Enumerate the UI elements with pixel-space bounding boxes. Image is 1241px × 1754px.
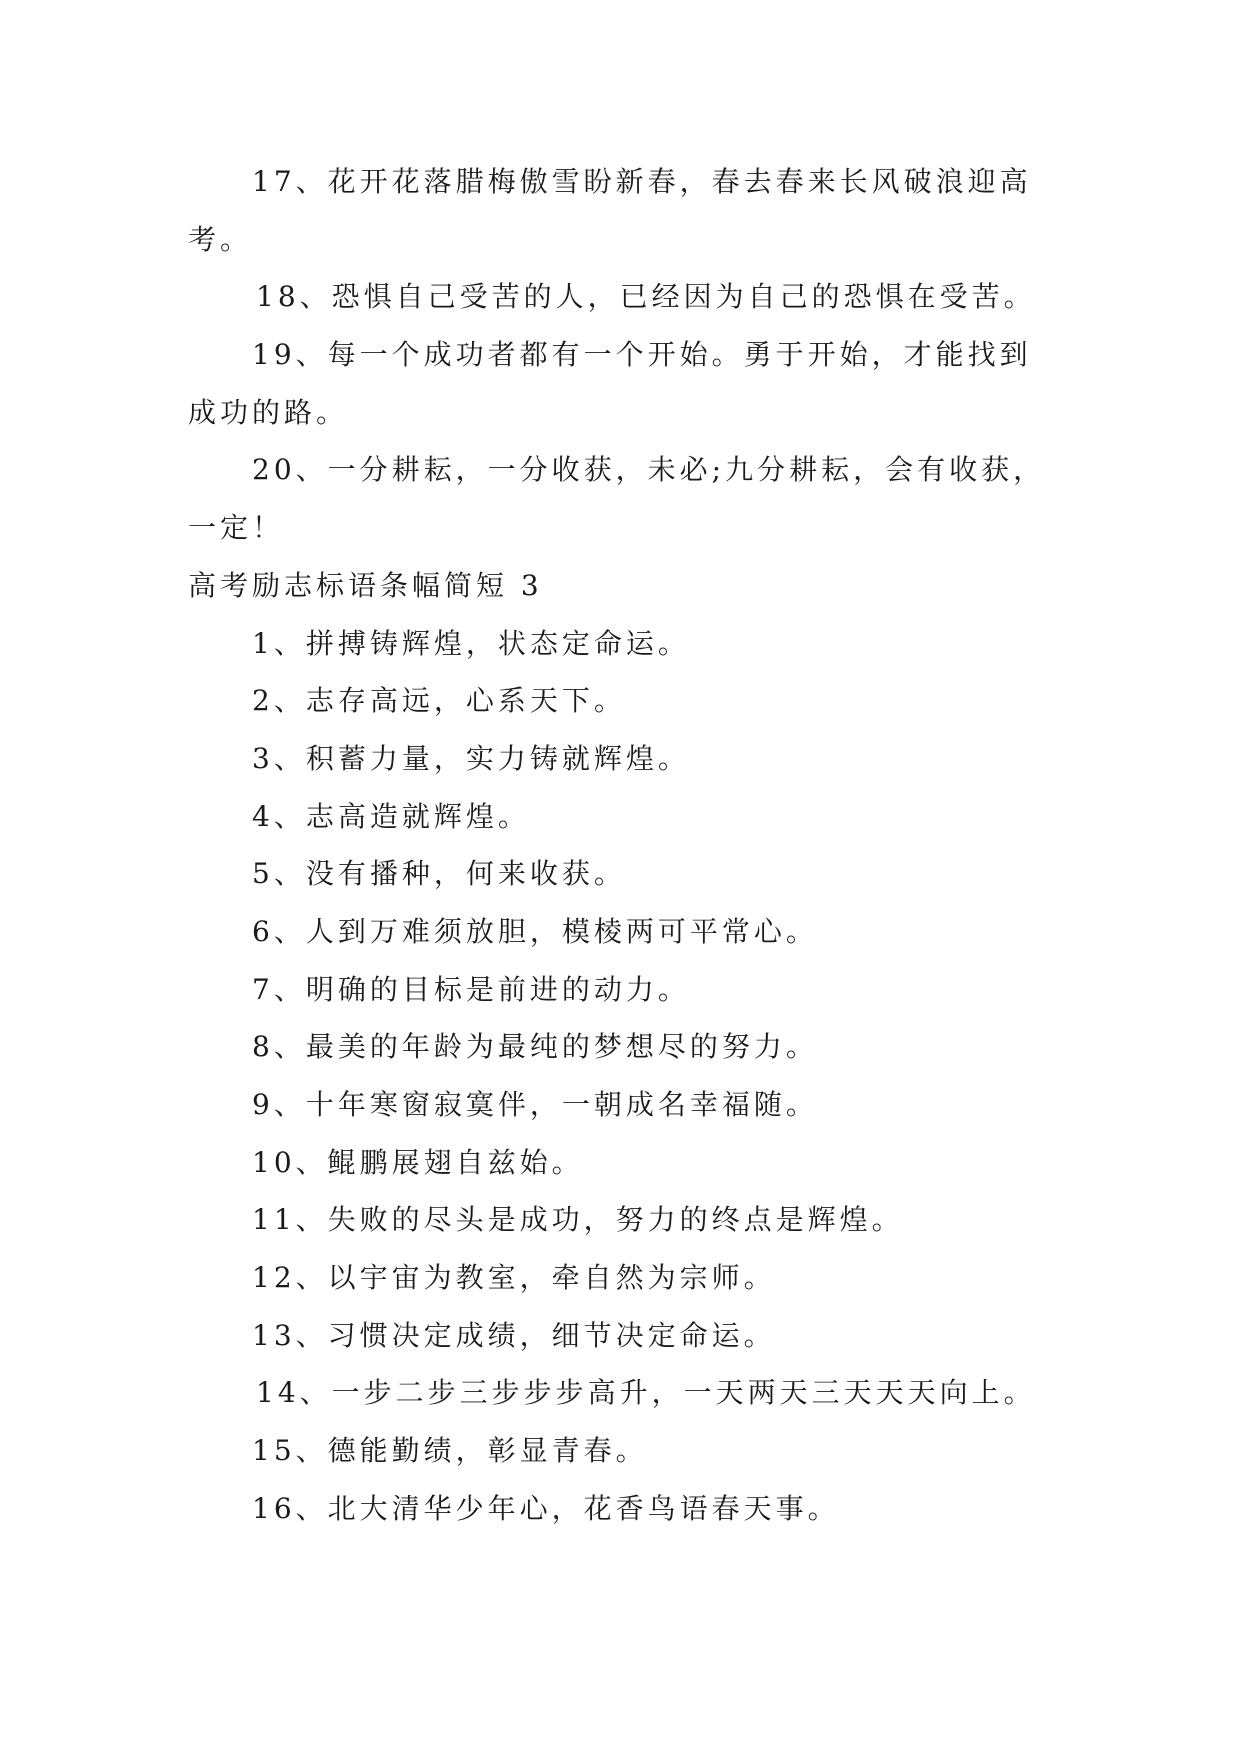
list-item: [188, 1018, 1241, 1076]
list-item-line: 考。: [188, 222, 253, 256]
list-item: [188, 1307, 1241, 1365]
section-heading-text: 高考励志标语条幅简短 3: [188, 568, 543, 602]
list-item: [188, 845, 1241, 903]
list-item: [188, 615, 1241, 673]
list-item-line: 3、积蓄力量，实力铸就辉煌。: [252, 741, 690, 775]
list-item-line: 14、一步二步三步步步高升，一天两天三天天天向上。: [256, 1376, 1036, 1410]
list-item: [188, 1076, 1241, 1134]
list-item-line: 19、每一个成功者都有一个开始。勇于开始，才能找到: [252, 338, 1032, 372]
list-item: [188, 1134, 1241, 1192]
list-item: [188, 1422, 1241, 1480]
list-item-line: 15、德能勤绩，彰显青春。: [252, 1434, 648, 1468]
list-item-line: 12、以宇宙为教室，牵自然为宗师。: [252, 1261, 776, 1295]
list-item: [188, 1480, 1241, 1538]
list-item: [188, 903, 1241, 961]
list-item: [188, 1249, 1241, 1307]
list-item: [188, 1364, 1241, 1422]
list-item: [188, 1191, 1241, 1249]
list-item-line: 20、一分耕耘，一分收获，未必;九分耕耘，会有收获，: [252, 453, 1046, 487]
list-item: [188, 788, 1241, 846]
slogan-list: [188, 615, 1241, 1538]
list-item-line: 10、鲲鹏展翅自兹始。: [252, 1145, 584, 1179]
list-item-line: 一定！: [188, 511, 285, 545]
list-item: [188, 730, 1241, 788]
list-item: [188, 153, 1241, 268]
list-item-line: 1、拼搏铸辉煌，状态定命运。: [252, 626, 690, 660]
list-item-line: 5、没有播种，何来收获。: [252, 857, 626, 891]
list-item: [188, 961, 1241, 1019]
list-item-line: 11、失败的尽头是成功，努力的终点是辉煌。: [252, 1203, 904, 1237]
list-item-line: 成功的路。: [188, 395, 349, 429]
list-item-line: 8、最美的年龄为最纯的梦想尽的努力。: [252, 1030, 818, 1064]
list-item-line: 2、志存高远，心系天下。: [252, 684, 626, 718]
list-item-line: 6、人到万难须放胆，模棱两可平常心。: [252, 914, 818, 948]
list-item: [188, 326, 1241, 441]
list-item-line: 16、北大清华少年心，花香鸟语春天事。: [252, 1491, 840, 1525]
list-item: [188, 672, 1241, 730]
list-item-line: 9、十年寒窗寂寞伴，一朝成名幸福随。: [252, 1088, 818, 1121]
list-item: [188, 441, 1241, 556]
list-item: [188, 268, 1241, 326]
list-item-line: 17、花开花落腊梅傲雪盼新春，春去春来长风破浪迎高: [252, 165, 1032, 198]
section-heading: [188, 557, 1241, 615]
list-item-line: 18、恐惧自己受苦的人，已经因为自己的恐惧在受苦。: [256, 280, 1036, 314]
list-item-line: 7、明确的目标是前进的动力。: [252, 972, 690, 1006]
list-item-line: 4、志高造就辉煌。: [252, 799, 530, 833]
list-item-line: 13、习惯决定成绩，细节决定命运。: [252, 1318, 776, 1352]
